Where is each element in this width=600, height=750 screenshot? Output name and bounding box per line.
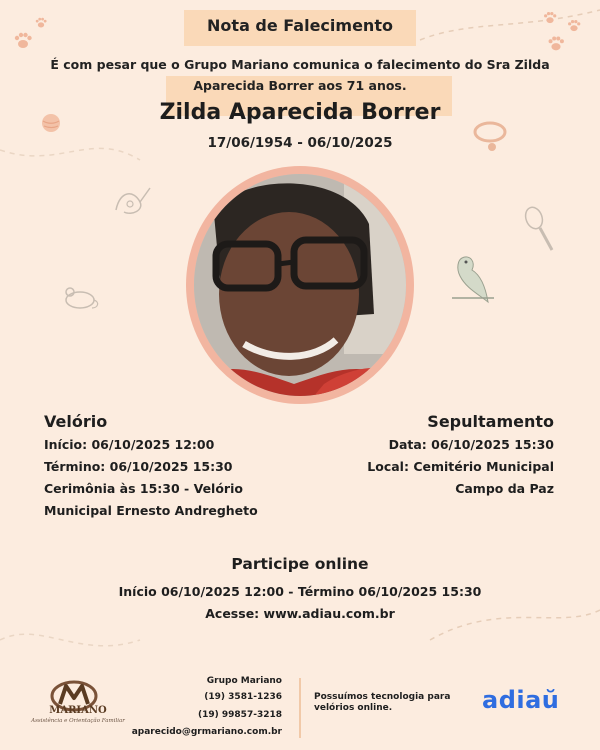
mouse-toy-icon	[56, 282, 100, 312]
bird-icon	[448, 250, 498, 306]
footer-divider	[299, 678, 301, 738]
deceased-photo	[194, 174, 406, 396]
footer-email[interactable]: aparecido@grmariano.com.br	[131, 727, 282, 737]
sepultamento-title: Sepultamento	[427, 412, 554, 431]
footer-tech-text	[314, 692, 464, 714]
footer-phone-2[interactable]: (19) 99857-3218	[198, 710, 282, 720]
deceased-name: Zilda Aparecida Borrer	[159, 100, 441, 125]
velorio-ceremony-line-1: Cerimônia às 15:30 - Velório	[44, 481, 243, 496]
life-dates: 17/06/1954 - 06/10/2025	[207, 135, 393, 151]
paw-print-icon	[546, 34, 566, 54]
logo-name: MARIANO	[49, 705, 107, 716]
intro-text	[20, 54, 580, 96]
sepultamento-place-line-2: Campo da Paz	[455, 481, 554, 496]
paw-print-icon	[12, 30, 34, 52]
online-schedule: Início 06/10/2025 12:00 - Término 06/10/2025 15:30	[118, 584, 482, 599]
adiau-logo: adiaŭ	[482, 686, 560, 714]
sepultamento-place-line-1: Local: Cemitério Municipal	[367, 459, 554, 474]
footer-tech-line-1: Possuímos tecnologia para	[314, 692, 451, 702]
online-title: Participe online	[231, 555, 369, 573]
velorio-end: Término: 06/10/2025 15:30	[44, 459, 233, 474]
intro-line-2: Aparecida Borrer aos 71 anos.	[193, 78, 407, 93]
online-access-link[interactable]: Acesse: www.adiau.com.br	[205, 606, 395, 621]
paw-print-icon	[566, 18, 582, 34]
intro-line-1: É com pesar que o Grupo Mariano comunica o falecimento do Sra Zilda	[50, 57, 550, 72]
logo-tagline: Assistência e Orientação Familiar	[31, 718, 125, 724]
velorio-ceremony-line-2: Municipal Ernesto Andregheto	[44, 503, 258, 518]
cat-toy-icon	[110, 180, 154, 220]
sepultamento-date: Data: 06/10/2025 15:30	[388, 437, 554, 452]
footer-company: Grupo Mariano	[206, 676, 282, 686]
brush-icon	[522, 204, 558, 254]
velorio-title: Velório	[44, 412, 108, 431]
footer-phone-1[interactable]: (19) 3581-1236	[204, 692, 282, 702]
paw-print-icon	[542, 10, 558, 26]
page-title: Nota de Falecimento	[207, 16, 393, 35]
footer-tech-line-2: velórios online.	[314, 703, 393, 713]
velorio-start: Início: 06/10/2025 12:00	[44, 437, 215, 452]
paw-print-icon	[34, 16, 48, 30]
